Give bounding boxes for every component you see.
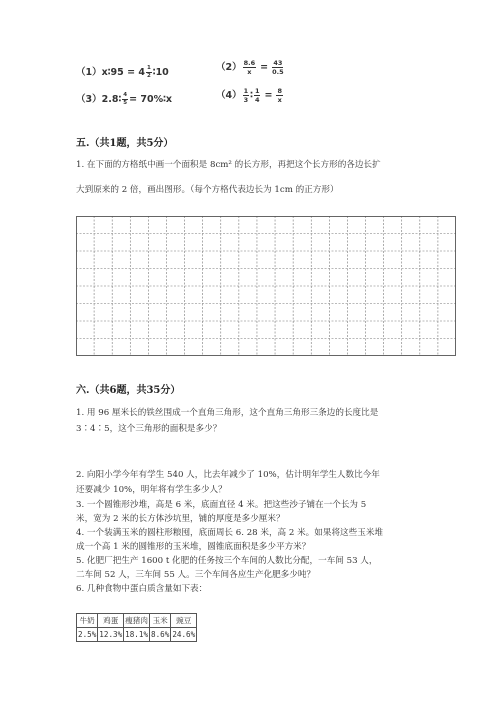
table-row	[77, 628, 197, 642]
fraction: $\frac{1}{4}$	[254, 86, 260, 104]
grid-paper[interactable]	[76, 216, 456, 356]
question-text: 2. 向阳小学今年有学生 540 人，比去年减少了 10%，估计明年学生人数比今年	[76, 470, 380, 480]
equation-1	[76, 64, 169, 80]
table-cell: 24.6%	[171, 628, 197, 642]
question-text: 成一个高 1 米的圆锥形的玉米堆，圆锥底面积是多少平方米？	[76, 542, 311, 552]
table-header-cell: 豌豆	[171, 614, 197, 628]
question-text: 米，宽为 2 米的长方体沙坑里，铺的厚度是多少厘米？	[76, 514, 285, 524]
question-text: 大到原来的 2 倍，画出图形。（每个方格代表边长为 1cm 的正方形）	[76, 185, 339, 195]
table-cell: 2.5%	[77, 628, 98, 642]
table-header-cell: 鸡蛋	[98, 614, 124, 628]
fraction: $\frac{8}{x}$	[277, 86, 282, 104]
question-text: 1. 用 96 厘米长的铁丝围成一个直角三角形，这个直角三角形三条边的长度比是	[76, 408, 379, 418]
table-cell: 12.3%	[98, 628, 124, 642]
fraction: $\frac{4}{5}$	[123, 91, 128, 106]
table-header-cell: 玉米	[150, 614, 171, 628]
table-header-row	[77, 614, 197, 628]
equation-text: = 70%∶x	[129, 94, 173, 105]
fraction: $\frac{1}{2}$	[146, 64, 151, 79]
fraction: $\frac{43}{0.5}$	[272, 58, 284, 76]
fraction: $\frac{8.6}{x}$	[243, 58, 256, 76]
table-header-cell: 牛奶	[77, 614, 98, 628]
question-text: 6. 几种食物中蛋白质含量如下表：	[76, 584, 208, 594]
question-text: 3∶4∶5，这个三角形的面积是多少？	[76, 424, 222, 434]
equation-label: （1）	[76, 67, 102, 78]
question-text: 5. 化肥厂把生产 1600 t 化肥的任务按三个车间的人数比分配，一车间 53 人，	[76, 556, 378, 566]
grid-lines	[76, 216, 456, 356]
ratio-sign: ∶	[250, 90, 253, 101]
equation-2	[216, 59, 285, 76]
fraction: $\frac{1}{3}$	[243, 86, 249, 104]
protein-table	[76, 613, 197, 642]
equation-label: （3）	[76, 94, 102, 105]
table-header-cell: 瘦猪肉	[124, 614, 150, 628]
section-6-title: 六.（共6题，共35分）	[76, 385, 181, 396]
equation-text: x∶95 = 4	[101, 67, 145, 78]
equation-text: ∶10	[152, 67, 169, 78]
equation-label: （2）	[216, 62, 242, 73]
question-text: 二车间 52 人，三车间 55 人。三个车间各应生产化肥多少吨？	[76, 570, 316, 580]
equation-4	[216, 87, 284, 104]
equals-sign: =	[264, 90, 273, 101]
equation-3	[76, 91, 172, 107]
equation-text: 2.8∶	[101, 94, 122, 105]
table-cell: 8.6%	[150, 628, 171, 642]
question-text: 3. 一个圆锥形沙堆，高是 6 米，底面直径 4 米。把这些沙子铺在一个长为 5	[76, 500, 367, 510]
equals-sign: =	[260, 62, 269, 73]
question-text: 还要减少 10%，明年将有学生多少人？	[76, 485, 227, 495]
question-text: 1. 在下面的方格纸中画一个面积是 8cm² 的长方形，再把这个长方形的各边长扩	[76, 160, 381, 170]
equation-label: （4）	[216, 90, 242, 101]
table-cell: 18.1%	[124, 628, 150, 642]
question-text: 4. 一个装满玉米的圆柱形粮囤，底面周长 6. 28 米，高 2 米。如果将这些玉米堆	[76, 528, 384, 538]
section-5-title: 五.（共1题，共5分）	[76, 138, 174, 149]
